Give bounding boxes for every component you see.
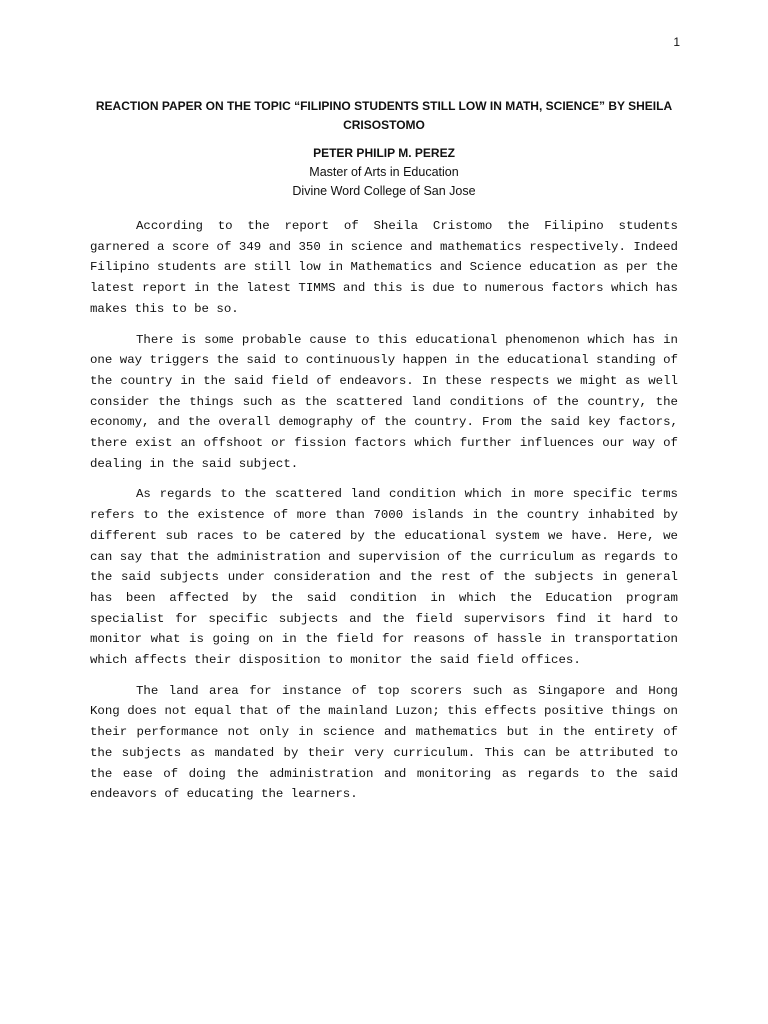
- author-block: [90, 144, 678, 201]
- paragraph: The land area for instance of top scorers such as Singapore and Hong Kong does not equal that of the mainland Luzon; this effects positive things on their performance not only in science and mathematics but in the entirety of the subjects as mandated by their very curriculum. This can be attributed to the ease of doing the administration and monitoring as regards to the said endeavors of educating the learners.: [90, 683, 678, 802]
- author-school: Divine Word College of San Jose: [292, 184, 476, 198]
- document-header: [90, 97, 678, 201]
- paragraph: There is some probable cause to this educational phenomenon which has in one way triggers the said to continuously happen in the educational standing of the country in the said field of endeavors. In these respects we might as well consider the things such as the scattered land conditions of the country, the economy, and the overall demography of the country. From the said key factors, there exist an offshoot or fission factors which further influences our way of dealing in the said subject.: [90, 332, 678, 471]
- author-name: PETER PHILIP M. PEREZ: [313, 146, 455, 160]
- author-degree: Master of Arts in Education: [309, 165, 459, 179]
- document-title: REACTION PAPER ON THE TOPIC “FILIPINO STUDENTS STILL LOW IN MATH, SCIENCE” BY SHEILA CRISOSTOMO: [95, 99, 673, 132]
- paragraph: According to the report of Sheila Cristomo the Filipino students garnered a score of 349 and 350 in science and mathematics respectively. Indeed Filipino students are still low in Mathematics and Science education as per the latest report in the latest TIMMS and this is due to numerous factors which has makes this to be so.: [90, 219, 678, 316]
- document-body: [90, 216, 678, 815]
- page-number: 1: [673, 35, 680, 49]
- paragraph: As regards to the scattered land condition which in more specific terms refers to the existence of more than 7000 islands in the country inhabited by different sub races to be catered by the educational system we have. Here, we can say that the administration and supervision of the curriculum as regards to the said subjects under consideration and the rest of the subjects in general has been affected by the said condition in which the Education program specialist for specific subjects and the field supervisors find it hard to monitor what is going on in the field for reasons of hassle in transportation which affects their disposition to monitor the said field offices.: [90, 487, 678, 668]
